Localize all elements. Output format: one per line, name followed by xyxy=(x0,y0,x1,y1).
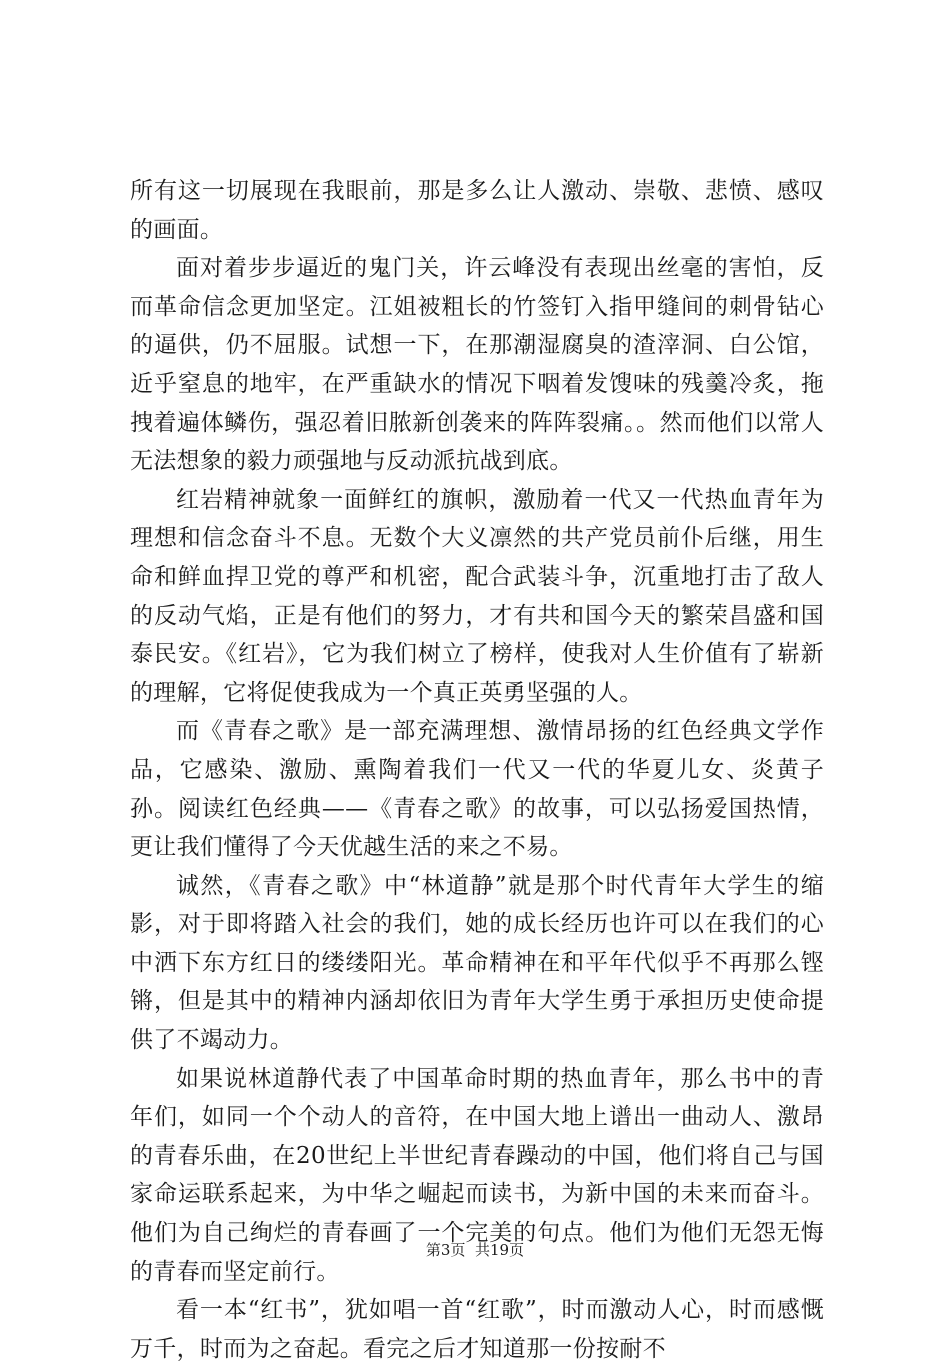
document-body xyxy=(130,172,824,1368)
footer-prefix: 第 xyxy=(425,1241,441,1259)
paragraph-7: 看一本“红书”，犹如唱一首“红歌”，时而激动人心，时而感慨万千，时而为之奋起。看完之后才知道那一份按耐不 xyxy=(130,1297,824,1362)
paragraph-3: 红岩精神就象一面鲜红的旗帜，激励着一代又一代热血青年为理想和信念奋斗不息。无数个大义凛然的共产党员前仆后继，用生命和鲜血捍卫党的尊严和机密，配合武装斗争，沉重地打击了敌人的反动气焰，正是有他们的努力，才有共和国今天的繁荣昌盛和国泰民安。《红岩》，它为我们树立了榜样，使我对人生价值有了崭新的理解，它将促使我成为一个真正英勇坚强的人。 xyxy=(130,486,824,706)
paragraph-4: 而《青春之歌》是一部充满理想、激情昂扬的红色经典文学作品，它感染、激励、熏陶着我们一代又一代的华夏儿女、炎黄子孙。阅读红色经典——《青春之歌》的故事，可以弘扬爱国热情，更让我们懂得了今天优越生活的来之不易。 xyxy=(130,718,824,861)
footer-suffix: 页 xyxy=(509,1241,525,1259)
paragraph-5: 诚然，《青春之歌》中“林道静”就是那个时代青年大学生的缩影，对于即将踏入社会的我们，她的成长经历也许可以在我们的心中洒下东方红日的缕缕阳光。革命精神在和平年代似乎不再那么铿锵，但是其中的精神内涵却依旧为青年大学生勇于承担历史使命提供了不竭动力。 xyxy=(130,872,824,1054)
footer-total-pages: 19 xyxy=(490,1241,510,1259)
paragraph-6: 如果说林道静代表了中国革命时期的热血青年，那么书中的青年们，如同一个个动人的音符，在中国大地上谱出一曲动人、激昂的青春乐曲，在20世纪上半世纪青春躁动的中国，他们将自己与国家命运联系起来，为中华之崛起而读书，为新中国的未来而奋斗。他们为自己绚烂的青春画了一个完美的句点。他们为他们无怨无悔的青春而坚定前行。 xyxy=(130,1065,824,1285)
page-footer xyxy=(0,1240,950,1260)
footer-middle: 页 共 xyxy=(450,1241,490,1259)
paragraph-1: 所有这一切展现在我眼前，那是多么让人激动、崇敬、悲愤、感叹的画面。 xyxy=(130,178,824,243)
footer-page-number: 3 xyxy=(440,1241,451,1259)
paragraph-2: 面对着步步逼近的鬼门关，许云峰没有表现出丝毫的害怕，反而革命信念更加坚定。江姐被粗长的竹签钉入指甲缝间的刺骨钻心的逼供，仍不屈服。试想一下，在那潮湿腐臭的渣滓洞、白公馆，近乎窒息的地牢，在严重缺水的情况下咽着发馊味的残羹冷炙，拖拽着遍体鳞伤，强忍着旧脓新创袭来的阵阵裂痛。。然而他们以常人无法想象的毅力顽强地与反动派抗战到底。 xyxy=(130,255,824,475)
